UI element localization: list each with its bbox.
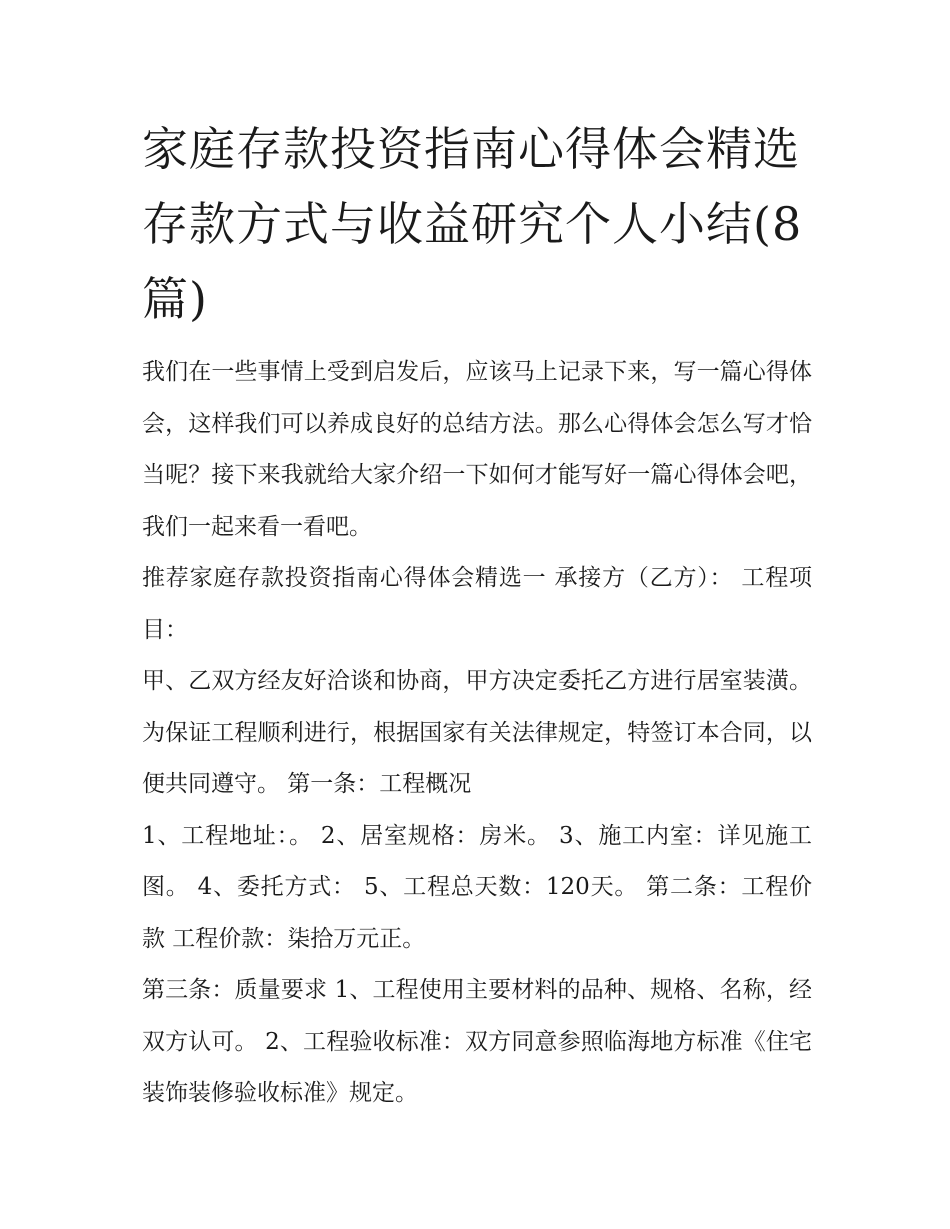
paragraph-agreement: 甲、乙双方经友好洽谈和协商，甲方决定委托乙方进行居室装潢。为保证工程顺利进行，根据国家有关法律规定，特签订本合同，以便共同遵守。 第一条：工程概况 xyxy=(142,668,812,797)
paragraph-quality: 第三条：质量要求 1、工程使用主要材料的品种、规格、名称，经双方认可。 2、工程验收标准：双方同意参照临海地方标准《住宅装饰装修验收标准》规定。 xyxy=(142,977,812,1106)
paragraph-intro: 我们在一些事情上受到启发后，应该马上记录下来，写一篇心得体会，这样我们可以养成良好的总结方法。那么心得体会怎么写才恰当呢？接下来我就给大家介绍一下如何才能写好一篇心得体会吧，我们一起来看一看吧。 xyxy=(142,359,812,540)
paragraph-project-details: 1、工程地址：。 2、居室规格：房米。 3、施工内室：详见施工图。 4、委托方式： 5、工程总天数：120天。 第二条：工程价款 工程价款：柒拾万元正。 xyxy=(142,822,812,952)
document-title: 家庭存款投资指南心得体会精选 存款方式与收益研究个人小结(8篇) xyxy=(142,122,803,326)
paragraph-recommend: 推荐家庭存款投资指南心得体会精选一 承接方（乙方）： 工程项目： xyxy=(142,565,812,643)
document-body xyxy=(142,112,812,1120)
